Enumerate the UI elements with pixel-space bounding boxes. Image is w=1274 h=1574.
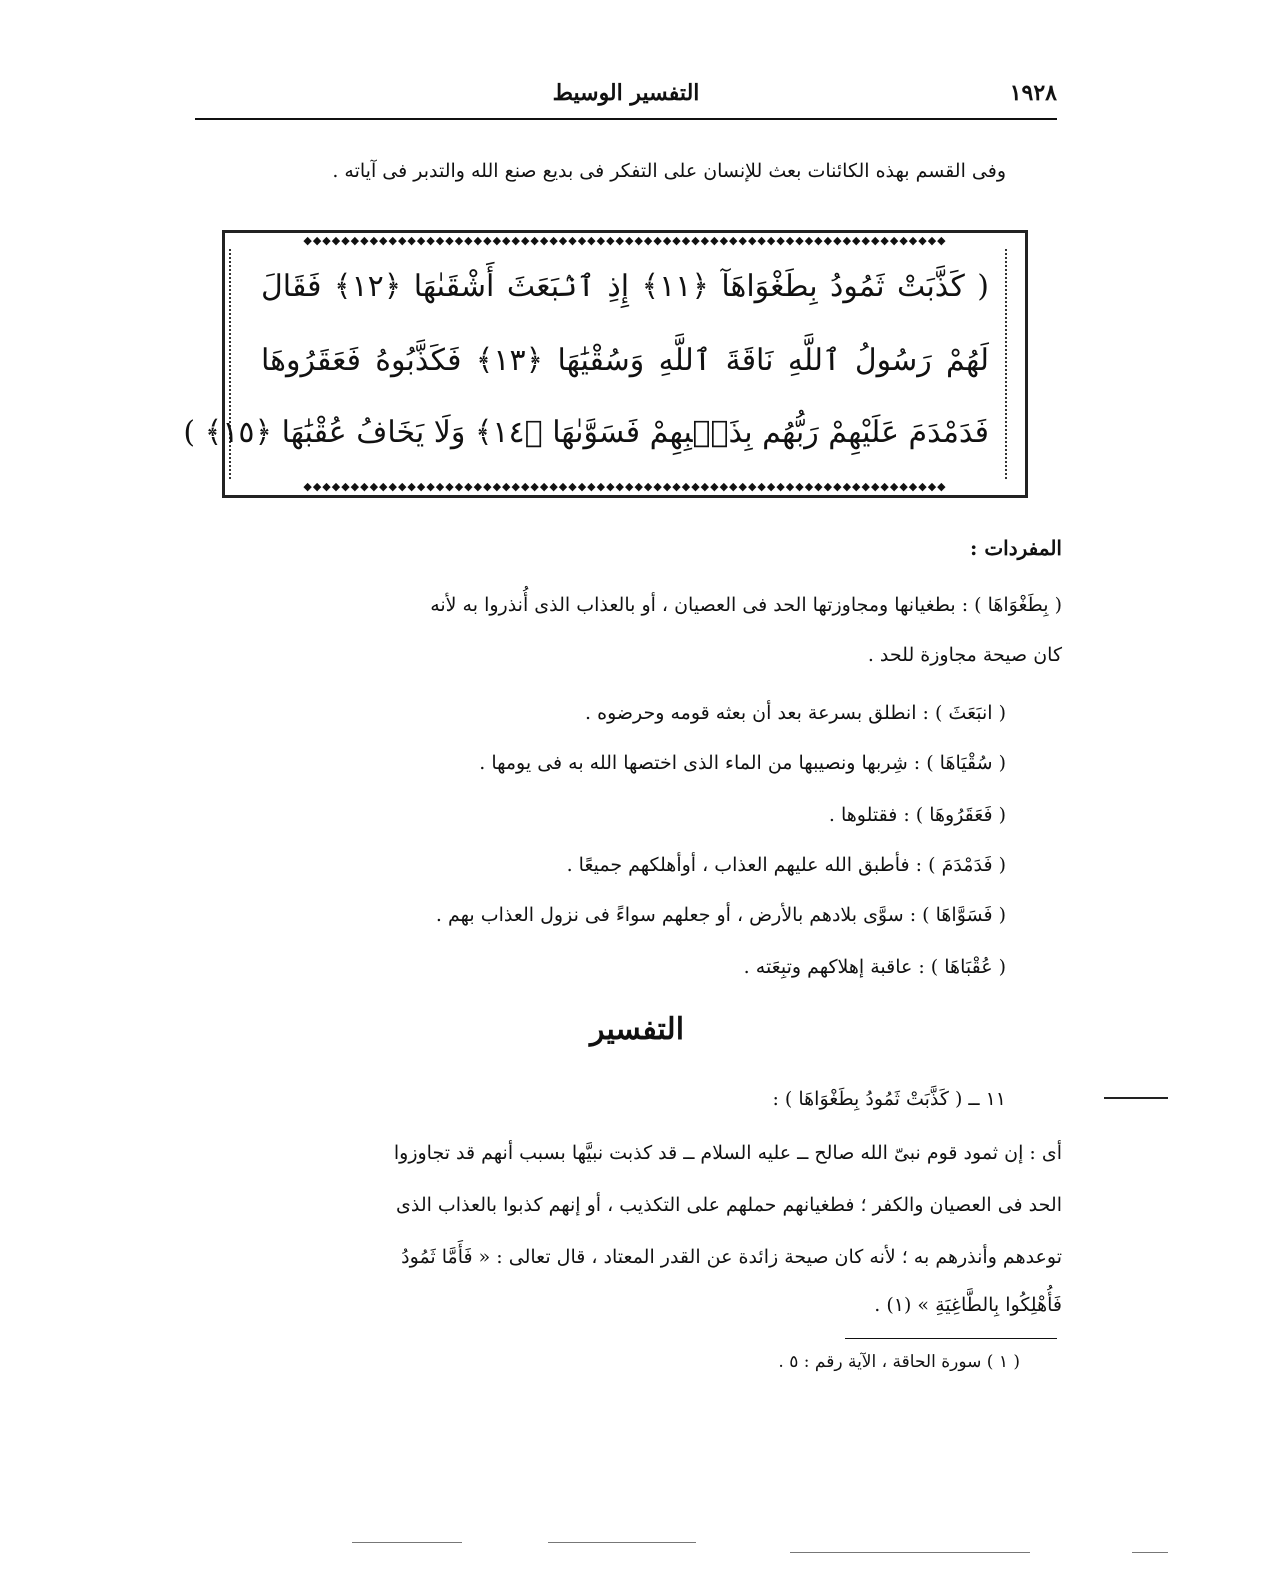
verse-line: لَهُمْ رَسُولُ ٱللَّهِ نَاقَةَ ٱللَّهِ وَسُقْيَٰهَا ﴿١٣﴾ فَكَذَّبُوهُ فَعَقَرُوهَا [261,343,989,378]
vocabulary-heading: المفردات : [969,536,1062,560]
scan-artifact [1132,1552,1168,1553]
running-title: التفسير الوسيط [552,80,700,106]
vocabulary-entry: ( عُقْبَاهَا ) : عاقبة إهلاكهم وتبِعَته . [743,956,1006,978]
page-number: ١٩٢٨ [1009,80,1057,106]
footnote-rule [845,1338,1057,1339]
verse-line: فَدَمْدَمَ عَلَيْهِمْ رَبُّهُم بِذَنۢبِهِمْ فَسَوَّىٰهَا ﴿١٤﴾ وَلَا يَخَافُ عُقْبَٰهَا ﴿١٥﴾ ) [183,415,989,450]
vocabulary-entry: ( فَدَمْدَمَ ) : فأطبق الله عليهم العذاب ، أوأهلكهم جميعًا . [566,854,1006,876]
tafsir-paragraph-line: الحد فى العصيان والكفر ؛ فطغيانهم حملهم على التكذيب ، أو إنهم كذبوا بالعذاب الذى [395,1194,1062,1216]
scan-artifact [548,1542,696,1543]
scan-artifact [352,1542,462,1543]
header-rule [195,118,1057,120]
intro-line: وفى القسم بهذه الكائنات بعث للإنسان على التفكر فى بديع صنع الله والتدبر فى آياته . [332,160,1006,182]
tafsir-paragraph-line: فَأُهْلِكُوا بِالطَّاغِيَةِ » (١) . [874,1294,1062,1316]
vocabulary-entry: ( بِطَغْوَاهَا ) : بطغيانها ومجاوزتها الحد فى العصيان ، أو بالعذاب الذى أُنذروا به لأنه [430,594,1062,616]
margin-mark [1104,1097,1168,1099]
vocabulary-entry-continuation: كان صيحة مجاوزة للحد . [867,644,1062,666]
quran-verse-box [183,230,1028,498]
tafsir-paragraph-line: توعدهم وأنذرهم به ؛ لأنه كان صيحة زائدة عن القدر المعتاد ، قال تعالى : « فَأَمَّا ثَمُودُ [401,1246,1062,1268]
vocabulary-entry: ( فَعَقَرُوهَا ) : فقتلوها . [828,804,1006,826]
page-header [195,78,1057,118]
tafsir-heading: التفسير [589,1012,685,1047]
ornament-border-bottom: ◆◆◆◆◆◆◆◆◆◆◆◆◆◆◆◆◆◆◆◆◆◆◆◆◆◆◆◆◆◆◆◆◆◆◆◆◆◆◆◆◆◆◆◆◆◆◆◆◆◆◆◆◆◆◆◆◆◆◆◆◆◆◆◆◆◆◆◆ [303,481,947,493]
verse-line: ( كَذَّبَتْ ثَمُودُ بِطَغْوَاهَآ ﴿١١﴾ إِذِ ٱنۢبَعَثَ أَشْقَىٰهَا ﴿١٢﴾ فَقَالَ [261,269,989,304]
footnote: ( ١ ) سورة الحاقة ، الآية رقم : ٥ . [778,1352,1020,1372]
scan-artifact [790,1552,1030,1553]
vocabulary-entry: ( انبَعَثَ ) : انطلق بسرعة بعد أن بعثه قومه وحرضوه . [585,702,1006,724]
vocabulary-entry: ( سُقْيَاهَا ) : شِربها ونصيبها من الماء الذى اختصها الله به فى يومها . [479,752,1006,774]
tafsir-paragraph-line: أى : إن ثمود قوم نبىّ الله صالح ــ عليه السلام ــ قد كذبت نبيَّها بسبب أنهم قد تجاوزوا [393,1142,1062,1164]
ornament-border-right [1005,249,1017,479]
tafsir-verse-reference: ١١ ــ ( كَذَّبَتْ ثَمُودُ بِطَغْوَاهَا ) : [772,1088,1006,1110]
vocabulary-entry: ( فَسَوَّاهَا ) : سوَّى بلادهم بالأرض ، أو جعلهم سواءً فى نزول العذاب بهم . [435,904,1006,926]
ornament-border-top: ◆◆◆◆◆◆◆◆◆◆◆◆◆◆◆◆◆◆◆◆◆◆◆◆◆◆◆◆◆◆◆◆◆◆◆◆◆◆◆◆◆◆◆◆◆◆◆◆◆◆◆◆◆◆◆◆◆◆◆◆◆◆◆◆◆◆◆◆ [303,235,947,247]
